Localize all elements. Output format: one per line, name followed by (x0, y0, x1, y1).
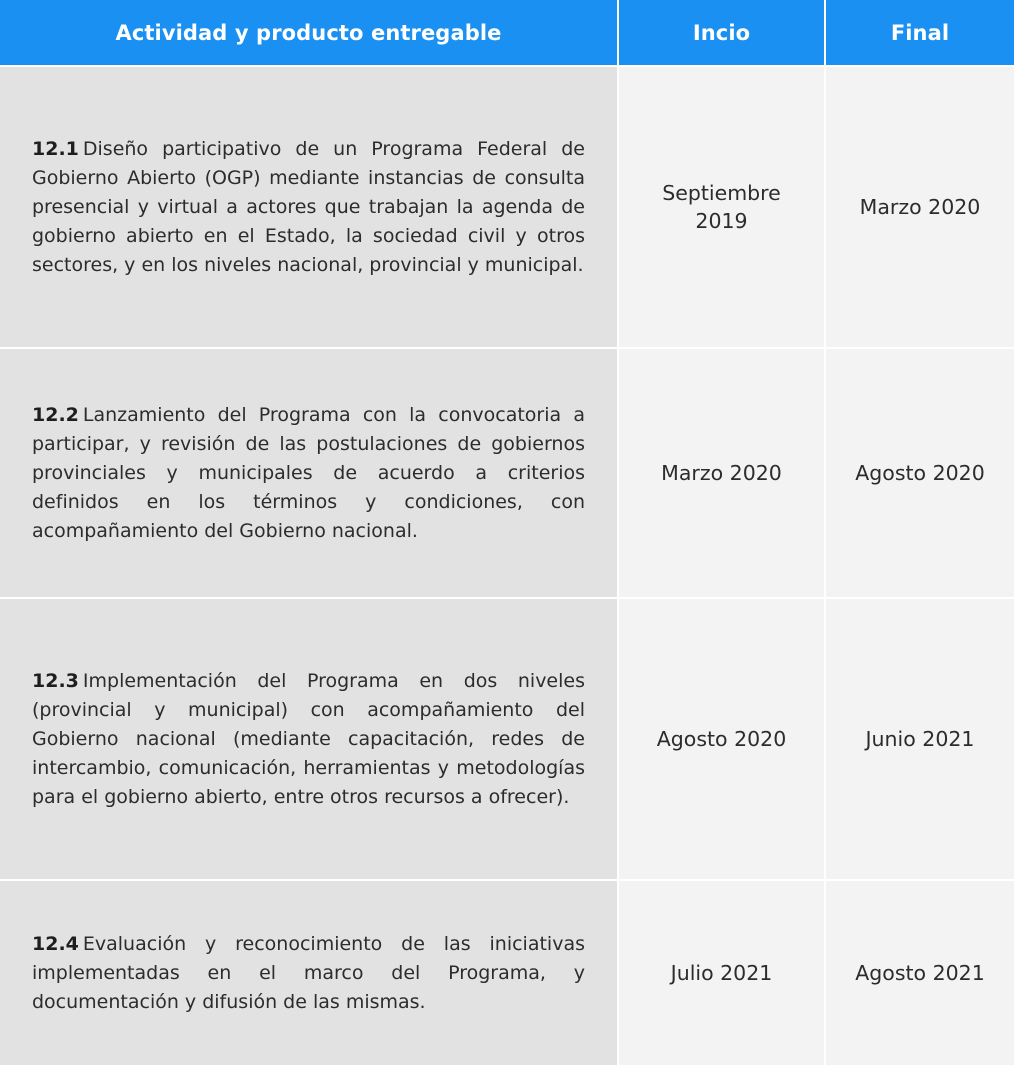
activity-text: Evaluación y reconocimiento de las iniciativas implementadas en el marco del Programa, y documentación y difusión de las mismas. (32, 932, 585, 1013)
header-start: Incio (619, 0, 824, 65)
start-date: Septiembre 2019 (662, 181, 781, 233)
start-date: Julio 2021 (670, 961, 773, 985)
end-date: Junio 2021 (865, 727, 975, 751)
activity-cell (0, 881, 617, 1065)
table-row (0, 67, 1014, 347)
activity-description (32, 401, 585, 546)
end-cell (826, 67, 1014, 347)
table-header (0, 0, 1014, 65)
activity-number: 12.2 (32, 403, 79, 426)
start-cell (619, 349, 824, 597)
end-cell (826, 349, 1014, 597)
activity-text: Diseño participativo de un Programa Federal de Gobierno Abierto (OGP) mediante instancias de consulta presencial y virtual a actores que trabajan la agenda de gobierno abierto en el Estado, la sociedad civil y otros sectores, y en los niveles nacional, provincial y municipal. (32, 137, 585, 276)
table-row (0, 881, 1014, 1065)
start-date: Agosto 2020 (656, 727, 787, 751)
start-cell (619, 881, 824, 1065)
activity-text: Lanzamiento del Programa con la convocatoria a participar, y revisión de las postulaciones de gobiernos provinciales y municipales de acuerdo a criterios definidos en los términos y condiciones, con acompañamiento del Gobierno nacional. (32, 403, 585, 542)
start-date: Marzo 2020 (661, 461, 782, 485)
activity-cell (0, 349, 617, 597)
end-date: Agosto 2020 (855, 461, 985, 485)
header-end: Final (826, 0, 1014, 65)
activity-description (32, 930, 585, 1017)
end-cell (826, 881, 1014, 1065)
start-cell (619, 67, 824, 347)
table-row (0, 349, 1014, 597)
end-cell (826, 599, 1014, 879)
activity-number: 12.4 (32, 932, 79, 955)
start-cell (619, 599, 824, 879)
end-date: Agosto 2021 (855, 961, 985, 985)
activity-cell (0, 599, 617, 879)
activity-cell (0, 67, 617, 347)
activity-description (32, 135, 585, 280)
activity-number: 12.1 (32, 137, 79, 160)
end-date: Marzo 2020 (859, 195, 981, 219)
header-activity: Actividad y producto entregable (0, 0, 617, 65)
activity-number: 12.3 (32, 669, 79, 692)
table-row (0, 599, 1014, 879)
activity-text: Implementación del Programa en dos niveles (provincial y municipal) con acompañamiento del Gobierno nacional (mediante capacitación, redes de intercambio, comunicación, herramientas y metodologías para el gobierno abierto, entre otros recursos a ofrecer). (32, 669, 585, 808)
activity-description (32, 667, 585, 812)
